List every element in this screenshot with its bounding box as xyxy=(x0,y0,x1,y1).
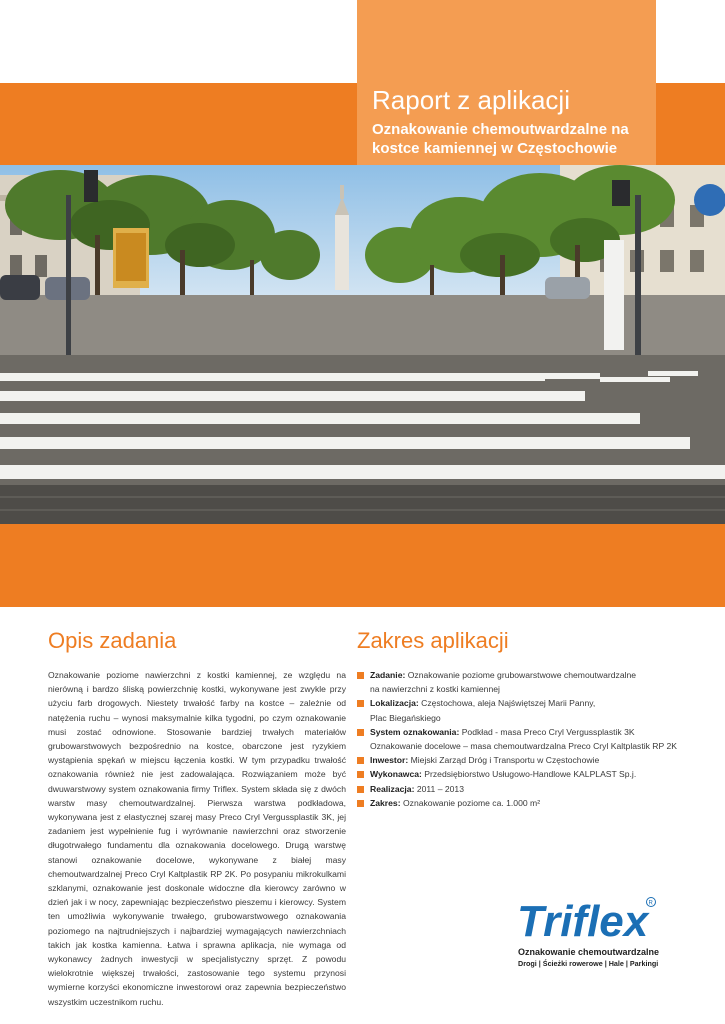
application-scope-section xyxy=(357,628,687,810)
bullet-square-icon xyxy=(357,786,364,793)
bullet-square-icon xyxy=(357,672,364,679)
scope-list xyxy=(357,668,687,810)
bullet-square-icon xyxy=(357,700,364,707)
bullet-square-icon xyxy=(357,729,364,736)
bullet-square-icon xyxy=(357,800,364,807)
scope-item: Lokalizacja: Częstochowa, aleja Najświętszej Marii Panny, Plac Biegańskiego xyxy=(357,696,687,724)
title-box xyxy=(357,0,656,178)
crosswalk-photo xyxy=(0,165,725,524)
footer-tagline: Oznakowanie chemoutwardzalne xyxy=(518,947,660,957)
task-description-heading: Opis zadania xyxy=(48,628,177,653)
bullet-square-icon xyxy=(357,757,364,764)
scope-item: Inwestor: Miejski Zarząd Dróg i Transportu w Częstochowie xyxy=(357,753,687,767)
footer-categories: Drogi | Ścieżki rowerowe | Hale | Parkingi xyxy=(518,959,659,968)
svg-text:R: R xyxy=(648,900,653,907)
task-description-section xyxy=(48,628,346,1009)
triflex-logo xyxy=(515,892,660,952)
scope-item: Zakres: Oznakowanie poziome ca. 1.000 m² xyxy=(357,796,687,810)
report-subtitle: Oznakowanie chemoutwardzalne na kostce kamiennej w Częstochowie xyxy=(372,121,629,157)
scope-item: Realizacja: 2011 – 2013 xyxy=(357,782,687,796)
logo-text: Triflex xyxy=(517,897,649,946)
task-description-text: Oznakowanie poziome nawierzchni z kostki kamiennej, ze względu na nierówną i bardzo śliską powierzchnię kostki, wykonywane jest zwykle przy użyciu farb drogowych. Niestety trwałość farby na kostce – zależnie od natężenia ruchu – wynosi maksymalnie kilka tygodni, po czym oznakowanie musi zostać odnowione. Stosowanie bardziej trwałych materiałów grubowarstwowych bezpośrednio na kostce, obarczone jest ryzykiem wystąpienia spękań w miejscu łączenia kostki. W tym przypadku trwałość oznakowania również nie jest zadowalająca. Rozwiązaniem może być dwuwarstwowy system oznakowania firmy Triflex. System składa się z dwóch warstw masy chemoutwardzalnej. Pierwsza warstwa podkładowa, wykonywana jest z elastycznej szarej masy Preco Cryl Vergussplastik 3K, jej zadaniem jest wypełnienie fug i wyrównanie nawierzchni oraz stworzenie długotrwałego fundamentu dla oznakowania docelowego. Drugą warstwę stanowi oznakowanie docelowe, wykonywane z białej masy chemoutwardzalnej Preco Cryl Kaltplastik RP 2K. Po posypaniu mikrokulkami szklanymi, oznakowanie jest doskonale widoczne dla kierowcy zarówno w dzień jak i w nocy, zapewniając bezpieczeństwo pieszemu i kierowcy. System ten umożliwia wykonywanie trwałego, grubowarstwowego oznakowania poziomego na najtrudniejszych i najbardziej wymagających nawierzchniach takich jak kostka kamienna. Łatwa i sprawna aplikacja, nie wymaga od wykonawcy żadnych inwestycji w specjalistyczny sprzęt. Z powodu wielokrotnie większej trwałości, zastosowanie tego systemu przynosi wymierne korzyści ekonomiczne inwestorowi oraz zapewnia bezpieczeństwo wszystkim uczestnikom ruchu. xyxy=(48,670,346,1007)
bottom-orange-band xyxy=(0,524,725,607)
scope-item: System oznakowania: Podkład - masa Preco Cryl Vergussplastik 3K Oznakowanie docelowe – masa chemoutwardzalna Preco Cryl Kaltplastik RP 2K xyxy=(357,725,687,753)
scope-item: Zadanie: Oznakowanie poziome grubowarstwowe chemoutwardzalne na nawierzchni z kostki kamiennej xyxy=(357,668,687,696)
scope-item: Wykonawca: Przedsiębiorstwo Usługowo-Handlowe KALPLAST Sp.j. xyxy=(357,767,687,781)
bullet-square-icon xyxy=(357,771,364,778)
application-scope-heading: Zakres aplikacji xyxy=(357,628,509,653)
report-title: Raport z aplikacji xyxy=(372,85,570,115)
